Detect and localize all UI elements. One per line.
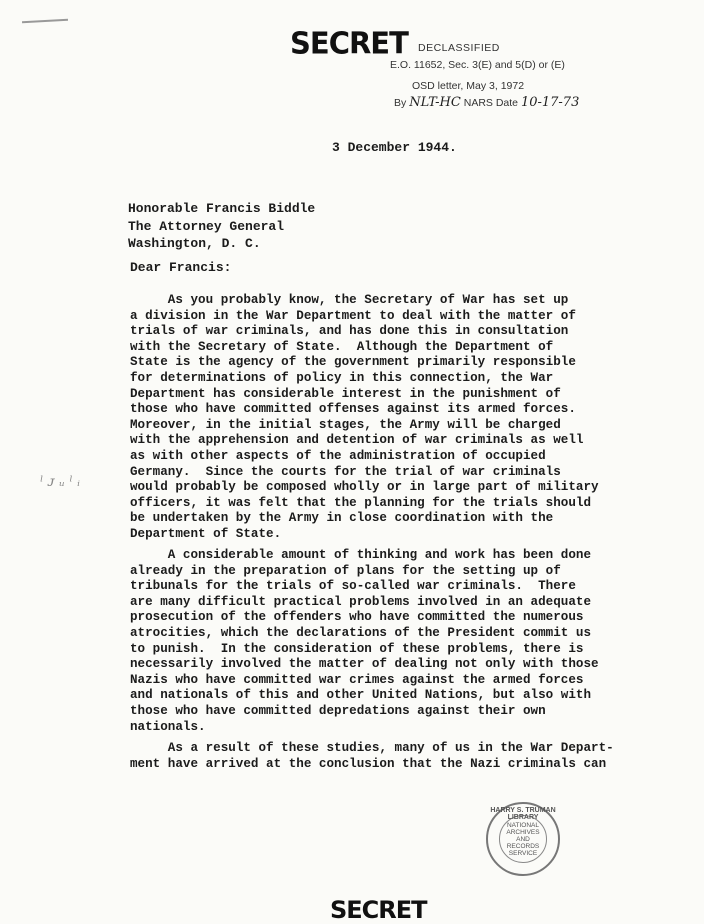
declass-letter: OSD letter, May 3, 1972 xyxy=(412,80,525,92)
paragraph-line: ment have arrived at the conclusion that the Nazi criminals can xyxy=(130,756,607,771)
paragraph-line: those who have committed depredations against their own xyxy=(130,703,546,718)
archives-stamp xyxy=(486,802,560,876)
paragraph-line: Moreover, in the initial stages, the Army will be charged xyxy=(130,417,561,432)
paragraph-line: are many difficult practical problems involved in an adequate xyxy=(130,594,592,609)
paragraph-line: and nationals of this and other United Nations, but also with xyxy=(130,688,592,703)
paragraph-line: to punish. In the consideration of these problems, there is xyxy=(130,641,584,656)
paragraph-line: A considerable amount of thinking and work has been done xyxy=(130,548,592,562)
paragraph-line: trials of war criminals, and has done this in consultation xyxy=(130,324,569,339)
declass-title: DECLASSIFIED xyxy=(418,42,500,54)
paragraph-line: tribunals for the trials of so-called war criminals. There xyxy=(130,579,576,594)
paragraph-2 xyxy=(130,548,620,735)
stamp-inner: NATIONAL ARCHIVES AND RECORDS SERVICE xyxy=(499,815,547,863)
paragraph-line: prosecution of the offenders who have committed the numerous xyxy=(130,610,584,625)
corner-mark xyxy=(22,19,68,23)
paragraph-line: nationals. xyxy=(130,719,206,734)
stamp-ring-text: HARRY S. TRUMAN LIBRARY xyxy=(490,807,556,821)
paragraph-line: State is the agency of the government primarily responsible xyxy=(130,355,576,370)
paragraph-line: with the Secretary of State. Although the Department of xyxy=(130,339,554,354)
paragraph-line: be undertaken by the Army in close coordination with the xyxy=(130,511,554,526)
address-line: The Attorney General xyxy=(128,218,285,234)
paragraph-line: would probably be composed wholly or in large part of military xyxy=(130,480,599,495)
address-line: Washington, D. C. xyxy=(128,236,261,251)
paragraph-line: Nazis who have committed war crimes against the armed forces xyxy=(130,672,584,687)
paragraph-line: with the apprehension and detention of war criminals as well xyxy=(130,433,584,448)
declass-initials: NLT-HC xyxy=(409,95,461,110)
address-line: Honorable Francis Biddle xyxy=(128,201,316,216)
salutation: Dear Francis: xyxy=(130,260,232,275)
declass-authority: E.O. 11652, Sec. 3(E) and 5(D) or (E) xyxy=(390,59,565,71)
paragraph-line: a division in the War Department to deal with the matter of xyxy=(130,308,576,323)
paragraph-line: officers, it was felt that the planning for the trials should xyxy=(130,495,592,510)
paragraph-line: necessarily involved the matter of dealing not only with those xyxy=(130,657,599,672)
address-block xyxy=(128,200,315,253)
paragraph-line: already in the preparation of plans for the setting up of xyxy=(130,563,561,578)
declass-date: 10-17-73 xyxy=(520,95,580,110)
paragraph-line: atrocities, which the declarations of the President commit us xyxy=(130,625,592,640)
paragraph-line: for determinations of policy in this connection, the War xyxy=(130,370,554,385)
paragraph-line: Germany. Since the courts for the trial of war criminals xyxy=(130,464,561,479)
classification-bottom: SECRET xyxy=(330,896,427,924)
paragraph-line: Department of State. xyxy=(130,526,282,541)
paragraph-line: As a result of these studies, many of us in the War Depart- xyxy=(130,741,614,755)
declass-by-line: By NLT-HC NARS Date 10-17-73 xyxy=(394,95,580,110)
paragraph-line: Department has considerable interest in the punishment of xyxy=(130,386,561,401)
paragraph-line: As you probably know, the Secretary of War has set up xyxy=(130,293,569,307)
margin-annotation: ˡ ᴊ ᵤ ˡ ᵢ xyxy=(40,474,80,490)
paragraph-line: those who have committed offenses against its armed forces. xyxy=(130,402,576,417)
paragraph-line: as with other aspects of the administration of occupied xyxy=(130,448,546,463)
paragraph-3 xyxy=(130,741,620,772)
paragraph-1 xyxy=(130,293,620,543)
letter-date: 3 December 1944. xyxy=(332,140,457,155)
classification-top: SECRET xyxy=(290,25,408,61)
